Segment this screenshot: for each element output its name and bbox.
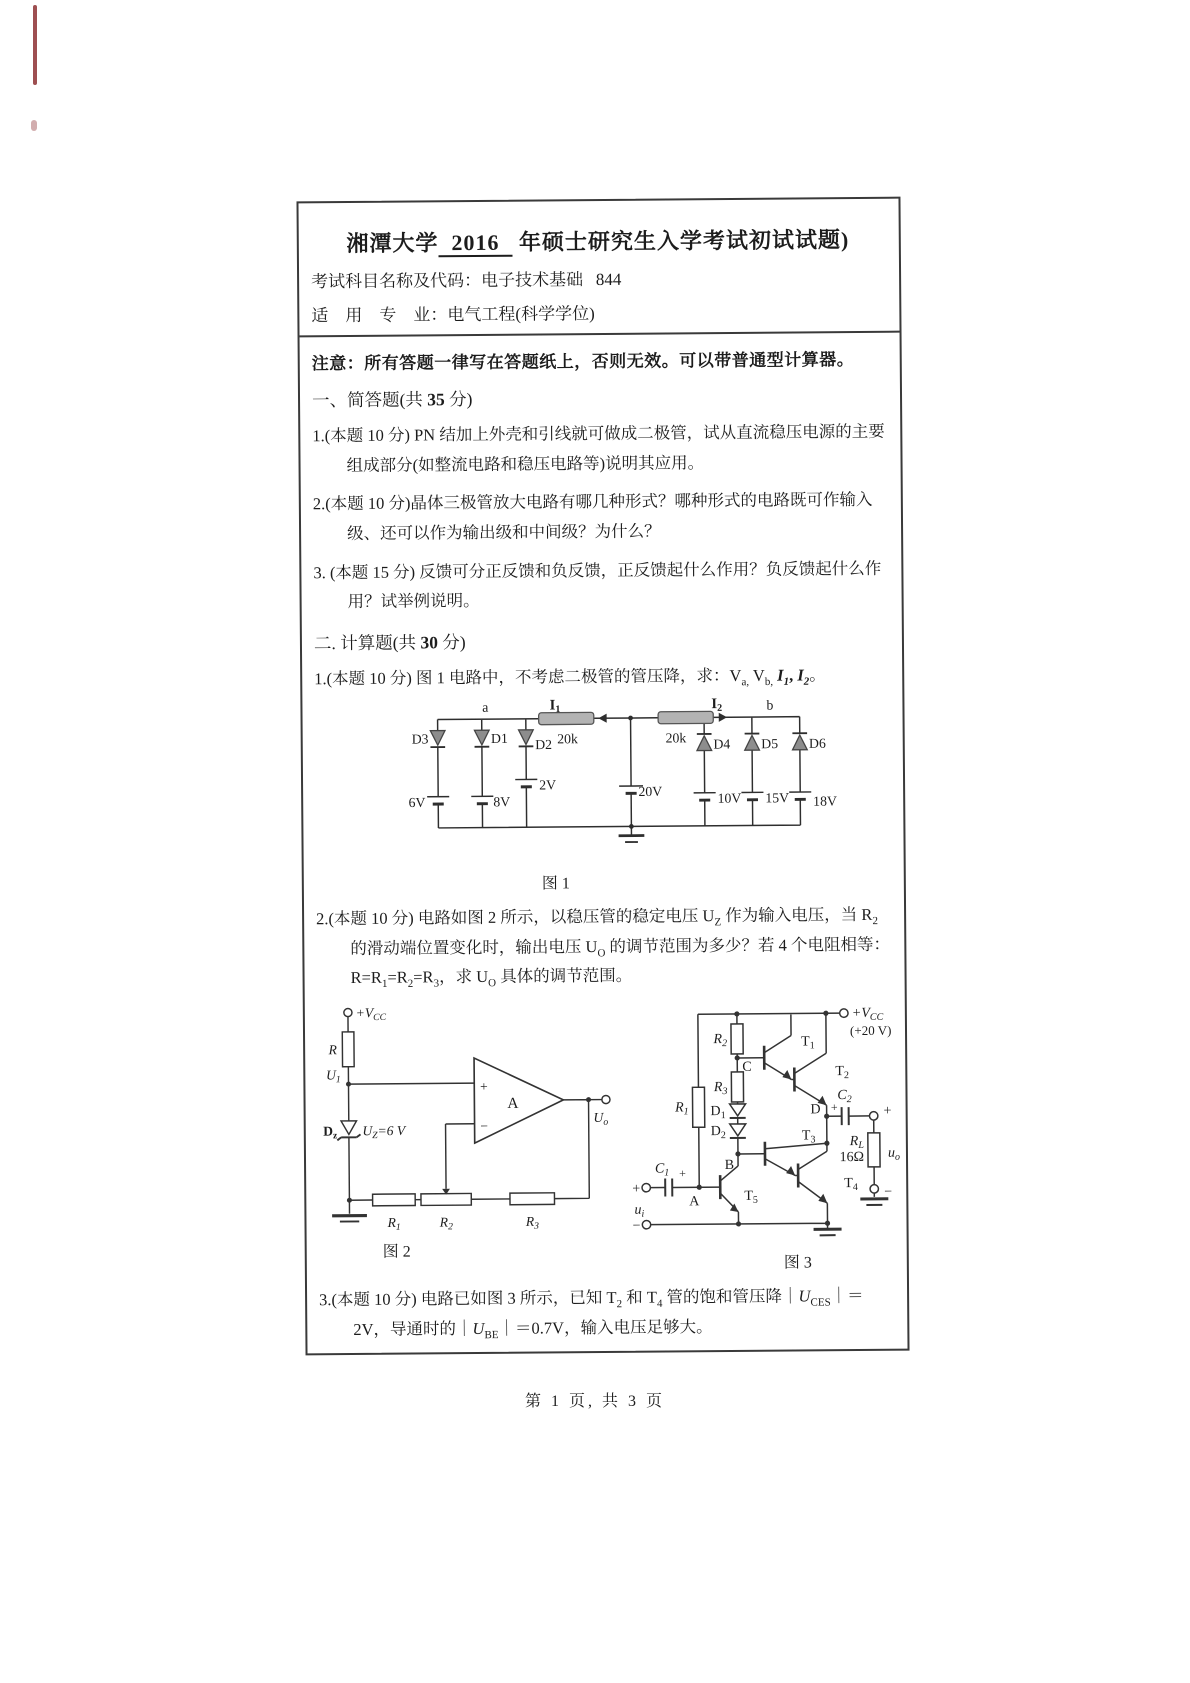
output-minus-terminal	[870, 1185, 878, 1193]
input-minus-label: −	[632, 1218, 641, 1234]
figure-3-caption: 图 3	[783, 1254, 812, 1272]
resistor-r	[342, 1032, 354, 1067]
diode-d6-icon	[792, 735, 807, 750]
section2-question-1: 1.(本题 10 分) 图 1 电路中，不考虑二极管的管压降，求：$V_{a,}$ $V_{b,}$ $I_1$, $I_2$。	[314, 665, 826, 689]
output-plus-terminal	[869, 1112, 877, 1120]
node-u1-label: $U_1$	[326, 1067, 341, 1086]
page-footer: 第 1 页, 共 3 页	[524, 1393, 665, 1410]
resistor-r1	[373, 1194, 416, 1206]
resistor-r1-label: $R_1$	[674, 1100, 689, 1118]
fig1-labels	[408, 696, 837, 812]
section1-question-1: 1.(本题 10 分) PN 结加上外壳和引线就可做成二极管，试从直流稳压电源的主要组成部分(如整流电路和稳压电路等)说明其应用。	[312, 421, 885, 475]
transistor-t5-label: $T_5$	[744, 1188, 758, 1206]
resistor-r-label: R	[328, 1042, 337, 1058]
section2-heading: 二. 计算题(共 30 分)	[313, 632, 466, 654]
figure-2-caption: 图 2	[382, 1243, 411, 1261]
current-i2-label: I2	[711, 695, 723, 714]
section1-question-3: 3. (本题 15 分) 反馈可分正反馈和负反馈，正反馈起什么作用？负反馈起什么作用？试举例说明。	[313, 558, 882, 612]
header-divider	[300, 331, 900, 338]
diode-d1-label: D1	[490, 730, 508, 746]
vcc-terminal	[344, 1008, 352, 1016]
source-20v-label: 20V	[638, 783, 663, 799]
input-plus-label: +	[632, 1181, 641, 1197]
capacitor-c2-plus: +	[830, 1100, 838, 1115]
section2-question-3: 3.(本题 10 分) 电路已如图 3 所示，已知 $T_2$ 和 $T_4$ 管的饱和管压降$|U_{CES}|=2V$，导通时的$|U_{BE}|=0.7V$，输入电压足够大。	[319, 1285, 864, 1341]
source-15v-label: 15V	[765, 790, 790, 806]
source-10v-label: 10V	[717, 790, 742, 806]
opamp-minus-label: −	[480, 1118, 489, 1134]
t4-emitter-arrow	[818, 1194, 827, 1204]
diode-d4-icon	[697, 736, 712, 751]
fig1-diodes	[430, 727, 807, 752]
input-ui-label: $u_i$	[634, 1202, 645, 1220]
opamp-a-label: A	[507, 1094, 519, 1112]
output-plus-label: +	[883, 1103, 892, 1119]
major-line	[311, 297, 885, 327]
resistor-2-value: 20k	[665, 730, 687, 746]
ground-icon	[813, 1199, 888, 1230]
section1-question-2: 2.(本题 10 分)晶体三极管放大电路有哪几种形式？哪种形式的电路既可作输入级、还可以作为输出级和中间级？为什么？	[312, 490, 873, 544]
fig3-terminals	[641, 1009, 879, 1229]
subject-line	[311, 263, 885, 293]
diode-d2-icon	[730, 1124, 746, 1136]
major-value: 电气工程(科学学位)	[447, 304, 595, 325]
fig3-labels	[631, 1006, 901, 1234]
node-c-label: C	[742, 1059, 752, 1075]
diode-d1-icon	[730, 1104, 746, 1116]
vcc-value-label: (+20 V)	[849, 1022, 892, 1038]
potentiometer-r2	[421, 1193, 471, 1205]
source-2v-label: 2V	[539, 777, 557, 793]
capacitor-c2-icon	[842, 1107, 849, 1125]
major-label: 适 用 专 业：	[311, 305, 448, 326]
output-uo-label: $U_o$	[593, 1109, 609, 1128]
diode-d2-label: D2	[535, 736, 553, 752]
resistor-1-value: 20k	[557, 731, 578, 747]
vcc-label: $+V_{CC}$	[355, 1005, 387, 1023]
output-terminal	[602, 1095, 610, 1103]
node-b-label: b	[766, 697, 774, 713]
figure-1-diode-circuit	[400, 696, 861, 870]
fig1-batteries	[427, 777, 811, 804]
resistor-rl	[868, 1133, 880, 1167]
diode-d1-icon	[474, 730, 489, 745]
resistor-r1-label: $R_1$	[387, 1214, 401, 1233]
diode-d3-icon	[430, 730, 445, 745]
scan-artifact-dot	[31, 120, 37, 131]
node-d-label: D	[810, 1102, 821, 1118]
capacitor-c1-plus: +	[679, 1166, 686, 1181]
opamp-plus-label: +	[480, 1078, 488, 1094]
fig2-zener-icon	[337, 1121, 360, 1141]
section2-question-2: 2.(本题 10 分) 电路如图 2 所示，以稳压管的稳定电压 $U_Z$ 作为输入电压，当 $R_2$ 的滑动端位置变化时，输出电压 $U_O$ 的调节范围为多少？若 4 个电阻相等：$R=R_1=R_2=R_3$，求 $U_O$ 具体的调节范围。	[316, 904, 891, 991]
node-b-label: B	[724, 1157, 735, 1173]
figure-3-wrap	[631, 990, 963, 1274]
notice-text: 注意：所有答题一律写在答题纸上，否则无效。可以带普通型计算器。	[311, 350, 855, 374]
transistor-t2-label: $T_2$	[835, 1063, 849, 1081]
diode-d3-label: D3	[411, 731, 429, 747]
figure-2-opamp-circuit	[319, 997, 621, 1236]
fig1-ground-icon	[619, 835, 645, 842]
fig2-ground-icon	[332, 1215, 367, 1221]
load-value-label: 16Ω	[839, 1149, 865, 1166]
fig3-base-bars	[719, 1045, 798, 1199]
figure-2-wrap	[319, 997, 621, 1262]
resistor-r2-label: $R_2$	[439, 1214, 453, 1233]
vcc-terminal	[840, 1009, 848, 1017]
source-18v-label: 18V	[813, 793, 837, 809]
diode-d2-icon	[519, 730, 534, 745]
zener-voltage-label: $U_Z=6$ V	[362, 1122, 406, 1141]
output-uo-label: $u_o$	[887, 1145, 901, 1163]
resistor-r3	[731, 1072, 743, 1102]
figure-1-wrap	[400, 696, 889, 870]
input-plus-terminal	[642, 1183, 650, 1191]
figures-2-3-row	[317, 995, 901, 1276]
capacitor-c2-label: $C_2$	[837, 1087, 852, 1105]
fig3-grounds	[813, 1199, 888, 1236]
zener-dz-label: $D_z$	[323, 1123, 338, 1142]
fig3-wires	[649, 1013, 875, 1231]
node-a-label: a	[482, 699, 489, 715]
resistor-r1	[692, 1087, 704, 1127]
vcc-label: $+V_{CC}$	[851, 1005, 884, 1023]
transistor-t3-label: $T_3$	[801, 1128, 816, 1146]
diode-d1-label: $D_1$	[710, 1103, 726, 1121]
resistor-r3	[510, 1193, 555, 1205]
diode-d2-label: $D_2$	[710, 1123, 726, 1141]
page-title: 湘潭大学 2016 年硕士研究生入学考试初试试题)	[346, 227, 850, 256]
output-minus-label: −	[884, 1184, 893, 1200]
scan-artifact-mark	[33, 5, 37, 85]
source-6v-label: 6V	[408, 794, 426, 810]
node-a-label: A	[689, 1194, 700, 1210]
resistor-r3-label: $R_3$	[713, 1079, 728, 1097]
diode-d5-icon	[745, 735, 760, 750]
diode-d6-label: D6	[808, 735, 826, 751]
current-i1-label: I1	[549, 697, 561, 715]
resistor-r2	[731, 1024, 743, 1054]
source-8v-label: 8V	[493, 794, 511, 810]
diode-d5-label: D5	[761, 735, 779, 752]
resistor-r3-label: $R_3$	[525, 1213, 540, 1232]
subject-label: 考试科目名称及代码：	[311, 270, 482, 292]
resistor-r2-label: $R_2$	[713, 1031, 728, 1049]
subject-value: 电子技术基础 844	[481, 269, 622, 290]
figure-1-caption: 图 1	[541, 875, 570, 893]
input-minus-terminal	[642, 1220, 650, 1228]
load-rl-label: $R_L$	[849, 1133, 864, 1151]
capacitor-c1-label: $C_1$	[654, 1161, 670, 1179]
capacitor-c1-icon	[665, 1178, 672, 1196]
transistor-t1-label: $T_1$	[801, 1034, 815, 1052]
section1-heading: 一、简答题(共 35 分)	[311, 389, 473, 411]
diode-d4-label: D4	[713, 736, 731, 752]
figure-3-pushpull-circuit	[631, 990, 963, 1248]
transistor-t4-label: $T_4$	[844, 1175, 858, 1193]
exam-paper-box	[296, 197, 909, 1356]
